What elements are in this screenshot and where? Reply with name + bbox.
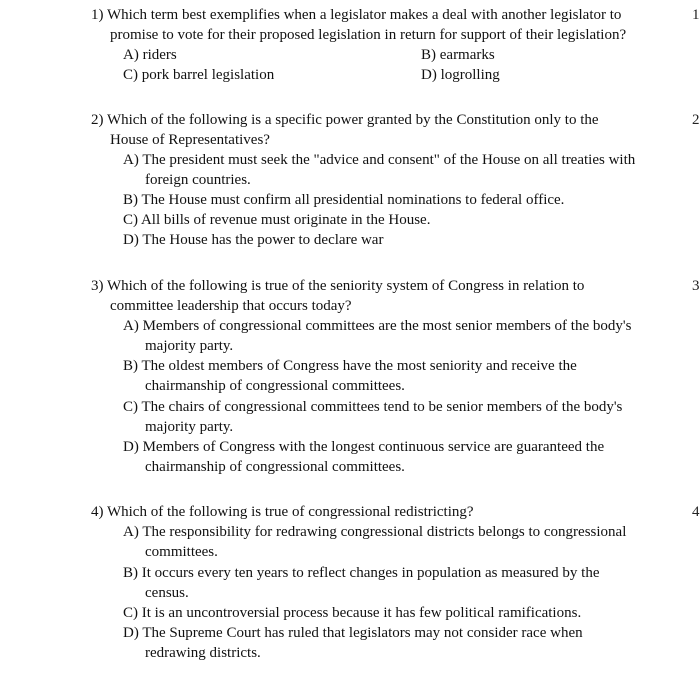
question-2-option-d — [123, 230, 383, 250]
question-3-option-b — [123, 356, 577, 376]
question-4-option-d — [123, 623, 583, 643]
question-4-stem — [91, 502, 671, 522]
option-letter: A) — [123, 524, 139, 540]
question-2-option-b — [123, 190, 564, 210]
question-1-stem-line-2: promise to vote for their proposed legislation in return for support of their legislation? — [110, 27, 627, 43]
question-1-option-c — [123, 65, 274, 85]
question-4-option-b-line-2: census. — [145, 585, 189, 601]
question-4-option-d-line-2: redrawing districts. — [145, 645, 261, 661]
option-letter: B) — [123, 565, 138, 581]
question-4-stem-line-1: Which of the following is true of congressional redistricting? — [106, 504, 474, 520]
question-4-option-b — [123, 563, 600, 583]
question-4-number: 4) — [91, 504, 104, 520]
question-4-margin-mark: 4 — [692, 504, 700, 520]
option-text: It occurs every ten years to reflect changes in population as measured by the — [141, 565, 600, 581]
question-1-option-a — [123, 45, 177, 65]
option-text: The House must confirm all presidential nominations to federal office. — [141, 192, 565, 208]
option-text: earmarks — [439, 47, 495, 63]
option-text: riders — [142, 47, 177, 63]
question-3-stem-line-2: committee leadership that occurs today? — [110, 298, 352, 314]
question-2-option-a — [123, 150, 635, 170]
option-text: pork barrel legislation — [141, 67, 275, 83]
question-2-option-c — [123, 210, 430, 230]
option-text: The chairs of congressional committees tend to be senior members of the body's — [141, 399, 623, 415]
question-1-stem — [91, 5, 671, 25]
question-3-stem-line-1: Which of the following is true of the seniority system of Congress in relation to — [106, 278, 585, 294]
option-letter: B) — [421, 47, 436, 63]
question-2-stem-line-1: Which of the following is a specific power granted by the Constitution only to the — [106, 112, 599, 128]
option-letter: B) — [123, 358, 138, 374]
option-letter: D) — [123, 439, 139, 455]
question-3-option-c-line-2: majority party. — [145, 419, 234, 435]
option-letter: C) — [123, 605, 138, 621]
question-3-option-a-line-2: majority party. — [145, 338, 234, 354]
option-text: All bills of revenue must originate in the House. — [140, 212, 431, 228]
question-2-number: 2) — [91, 112, 104, 128]
option-text: Members of congressional committees are the most senior members of the body's — [142, 318, 632, 334]
question-3-stem — [91, 276, 671, 296]
question-3-option-a — [123, 316, 631, 336]
option-letter: A) — [123, 152, 139, 168]
question-4-option-a-line-2: committees. — [145, 544, 218, 560]
question-1-margin-mark: 1 — [692, 7, 700, 23]
question-3-number: 3) — [91, 278, 104, 294]
option-letter: D) — [421, 67, 437, 83]
question-1-option-d — [421, 65, 500, 85]
option-letter: B) — [123, 192, 138, 208]
question-3-option-b-line-2: chairmanship of congressional committees. — [145, 378, 405, 394]
option-text: logrolling — [440, 67, 500, 83]
option-text: The House has the power to declare war — [142, 232, 384, 248]
option-letter: A) — [123, 318, 139, 334]
question-2-option-a-line-2: foreign countries. — [145, 172, 251, 188]
question-3-option-d — [123, 437, 604, 457]
question-1-stem-line-1: Which term best exemplifies when a legislator makes a deal with another legislator to — [106, 7, 622, 23]
option-text: It is an uncontroversial process because it has few political ramifications. — [141, 605, 582, 621]
question-2-stem-line-2: House of Representatives? — [110, 132, 270, 148]
question-1-option-b — [421, 45, 495, 65]
question-2-margin-mark: 2 — [692, 112, 700, 128]
question-3-option-d-line-2: chairmanship of congressional committees. — [145, 459, 405, 475]
option-text: The responsibility for redrawing congressional districts belongs to congressional — [142, 524, 627, 540]
option-text: The president must seek the "advice and consent" of the House on all treaties with — [142, 152, 636, 168]
question-3-margin-mark: 3 — [692, 278, 700, 294]
question-3-option-c — [123, 397, 622, 417]
option-letter: C) — [123, 67, 138, 83]
option-letter: D) — [123, 625, 139, 641]
question-4-option-c — [123, 603, 581, 623]
option-letter: C) — [123, 399, 138, 415]
question-2-stem — [91, 110, 671, 130]
option-text: The oldest members of Congress have the most seniority and receive the — [141, 358, 577, 374]
option-text: Members of Congress with the longest continuous service are guaranteed the — [142, 439, 605, 455]
option-text: The Supreme Court has ruled that legislators may not consider race when — [142, 625, 583, 641]
option-letter: D) — [123, 232, 139, 248]
option-letter: C) — [123, 212, 138, 228]
question-1-number: 1) — [91, 7, 104, 23]
option-letter: A) — [123, 47, 139, 63]
question-4-option-a — [123, 522, 626, 542]
